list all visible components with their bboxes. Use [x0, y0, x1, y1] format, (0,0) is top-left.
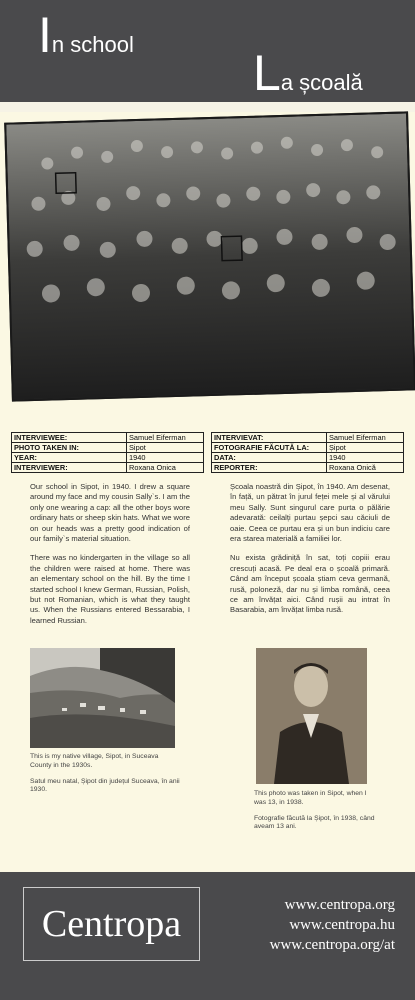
info-label: INTERVIEWER: — [12, 463, 127, 473]
info-label: YEAR: — [12, 453, 127, 463]
portrait-photo-image — [256, 648, 367, 784]
portrait-photo — [256, 648, 367, 784]
info-value: Samuel Eiferman — [327, 433, 404, 443]
story-text-english — [30, 482, 190, 635]
info-row — [12, 443, 204, 453]
title-english-rest: n school — [51, 32, 134, 57]
info-label: FOTOGRAFIE FĂCUTĂ LA: — [212, 443, 327, 453]
info-label: PHOTO TAKEN IN: — [12, 443, 127, 453]
paragraph: Our school in Sipot, in 1940. I drew a square around my face and my cousin Sally`s. I am the only one wearing a cap: all the other boys wore ordinary hats or sheep skin hats. What we wore on our heads was a pretty good indication of our family`s material situation. — [30, 482, 190, 544]
title-english — [38, 7, 134, 63]
website-link[interactable]: www.centropa.hu — [289, 917, 395, 933]
village-photo-image — [30, 648, 175, 748]
header-strip — [0, 102, 415, 112]
info-row — [12, 463, 204, 473]
paragraph: Nu exista grădiniță în sat, toți copiii erau crescuți acasă. Pe deal era o școală primară. Când am început școala știam ceva germană, rusă, poloneză, dar nu și limba română, ceea ce am învățat aici. Când rușii au intrat în Basarabia, am învățat limba rusă. — [230, 553, 390, 615]
title-romanian — [253, 45, 363, 101]
info-value: Șipot — [327, 443, 404, 453]
portrait-photo-caption — [254, 790, 379, 839]
info-table-romanian — [211, 432, 404, 473]
info-row — [12, 433, 204, 443]
logo-text: Centropa — [41, 903, 182, 945]
paragraph: There was no kindergarten in the village so all the children were raised at home. There was an elementary school on the hill. By the time I started school I knew German, Russian, Polish, but not Romanian, which is what they taught us. When the Russians entered Bessarabia, I learned Russian. — [30, 553, 190, 625]
paragraph: Școala noastră din Șipot, în 1940. Am desenat, în față, un pătrat în jurul feței mele și al vărului meu Sally. Sunt singurul care purta o pălărie adevarată: ceilalți purtau șepci sau căciuli de oaie. Ceea ce purtau era și un bun indiciu care era starea materială a familiei lor. — [230, 482, 390, 544]
info-value: Samuel Eiferman — [127, 433, 204, 443]
title-romanian-rest: a școală — [280, 70, 363, 95]
school-group-photo-image — [6, 113, 414, 399]
info-row — [212, 443, 404, 453]
info-value: Roxana Onică — [327, 463, 404, 473]
school-group-photo — [4, 111, 415, 401]
title-english-initial: I — [38, 7, 52, 63]
info-row — [212, 453, 404, 463]
info-label: DATA: — [212, 453, 327, 463]
caption-english: This photo was taken in Sipot, when I was 13, in 1938. — [254, 790, 367, 806]
website-links — [245, 895, 395, 955]
info-value: Roxana Onica — [127, 463, 204, 473]
info-label: REPORTER: — [212, 463, 327, 473]
caption-english: This is my native village, Sipot, in Suceava County in the 1930s. — [30, 753, 159, 769]
caption-romanian: Satul meu natal, Șipot din județul Suceava, în anii 1930. — [30, 777, 180, 794]
info-value: 1940 — [127, 453, 204, 463]
info-value: Sipot — [127, 443, 204, 453]
info-row — [212, 433, 404, 443]
village-photo — [30, 648, 175, 748]
title-romanian-initial: L — [253, 45, 281, 101]
info-label: INTERVIEVAT: — [212, 433, 327, 443]
caption-romanian: Fotografie făcută la Șipot, în 1938, când aveam 13 ani. — [254, 814, 375, 831]
info-value: 1940 — [327, 453, 404, 463]
info-label: INTERVIEWEE: — [12, 433, 127, 443]
website-link[interactable]: www.centropa.org/at — [269, 937, 395, 953]
website-link[interactable]: www.centropa.org — [284, 897, 395, 913]
village-photo-caption — [30, 753, 180, 802]
info-row — [212, 463, 404, 473]
info-row — [12, 453, 204, 463]
story-text-romanian — [230, 482, 390, 625]
centropa-logo — [23, 887, 200, 961]
info-table-english — [11, 432, 204, 473]
